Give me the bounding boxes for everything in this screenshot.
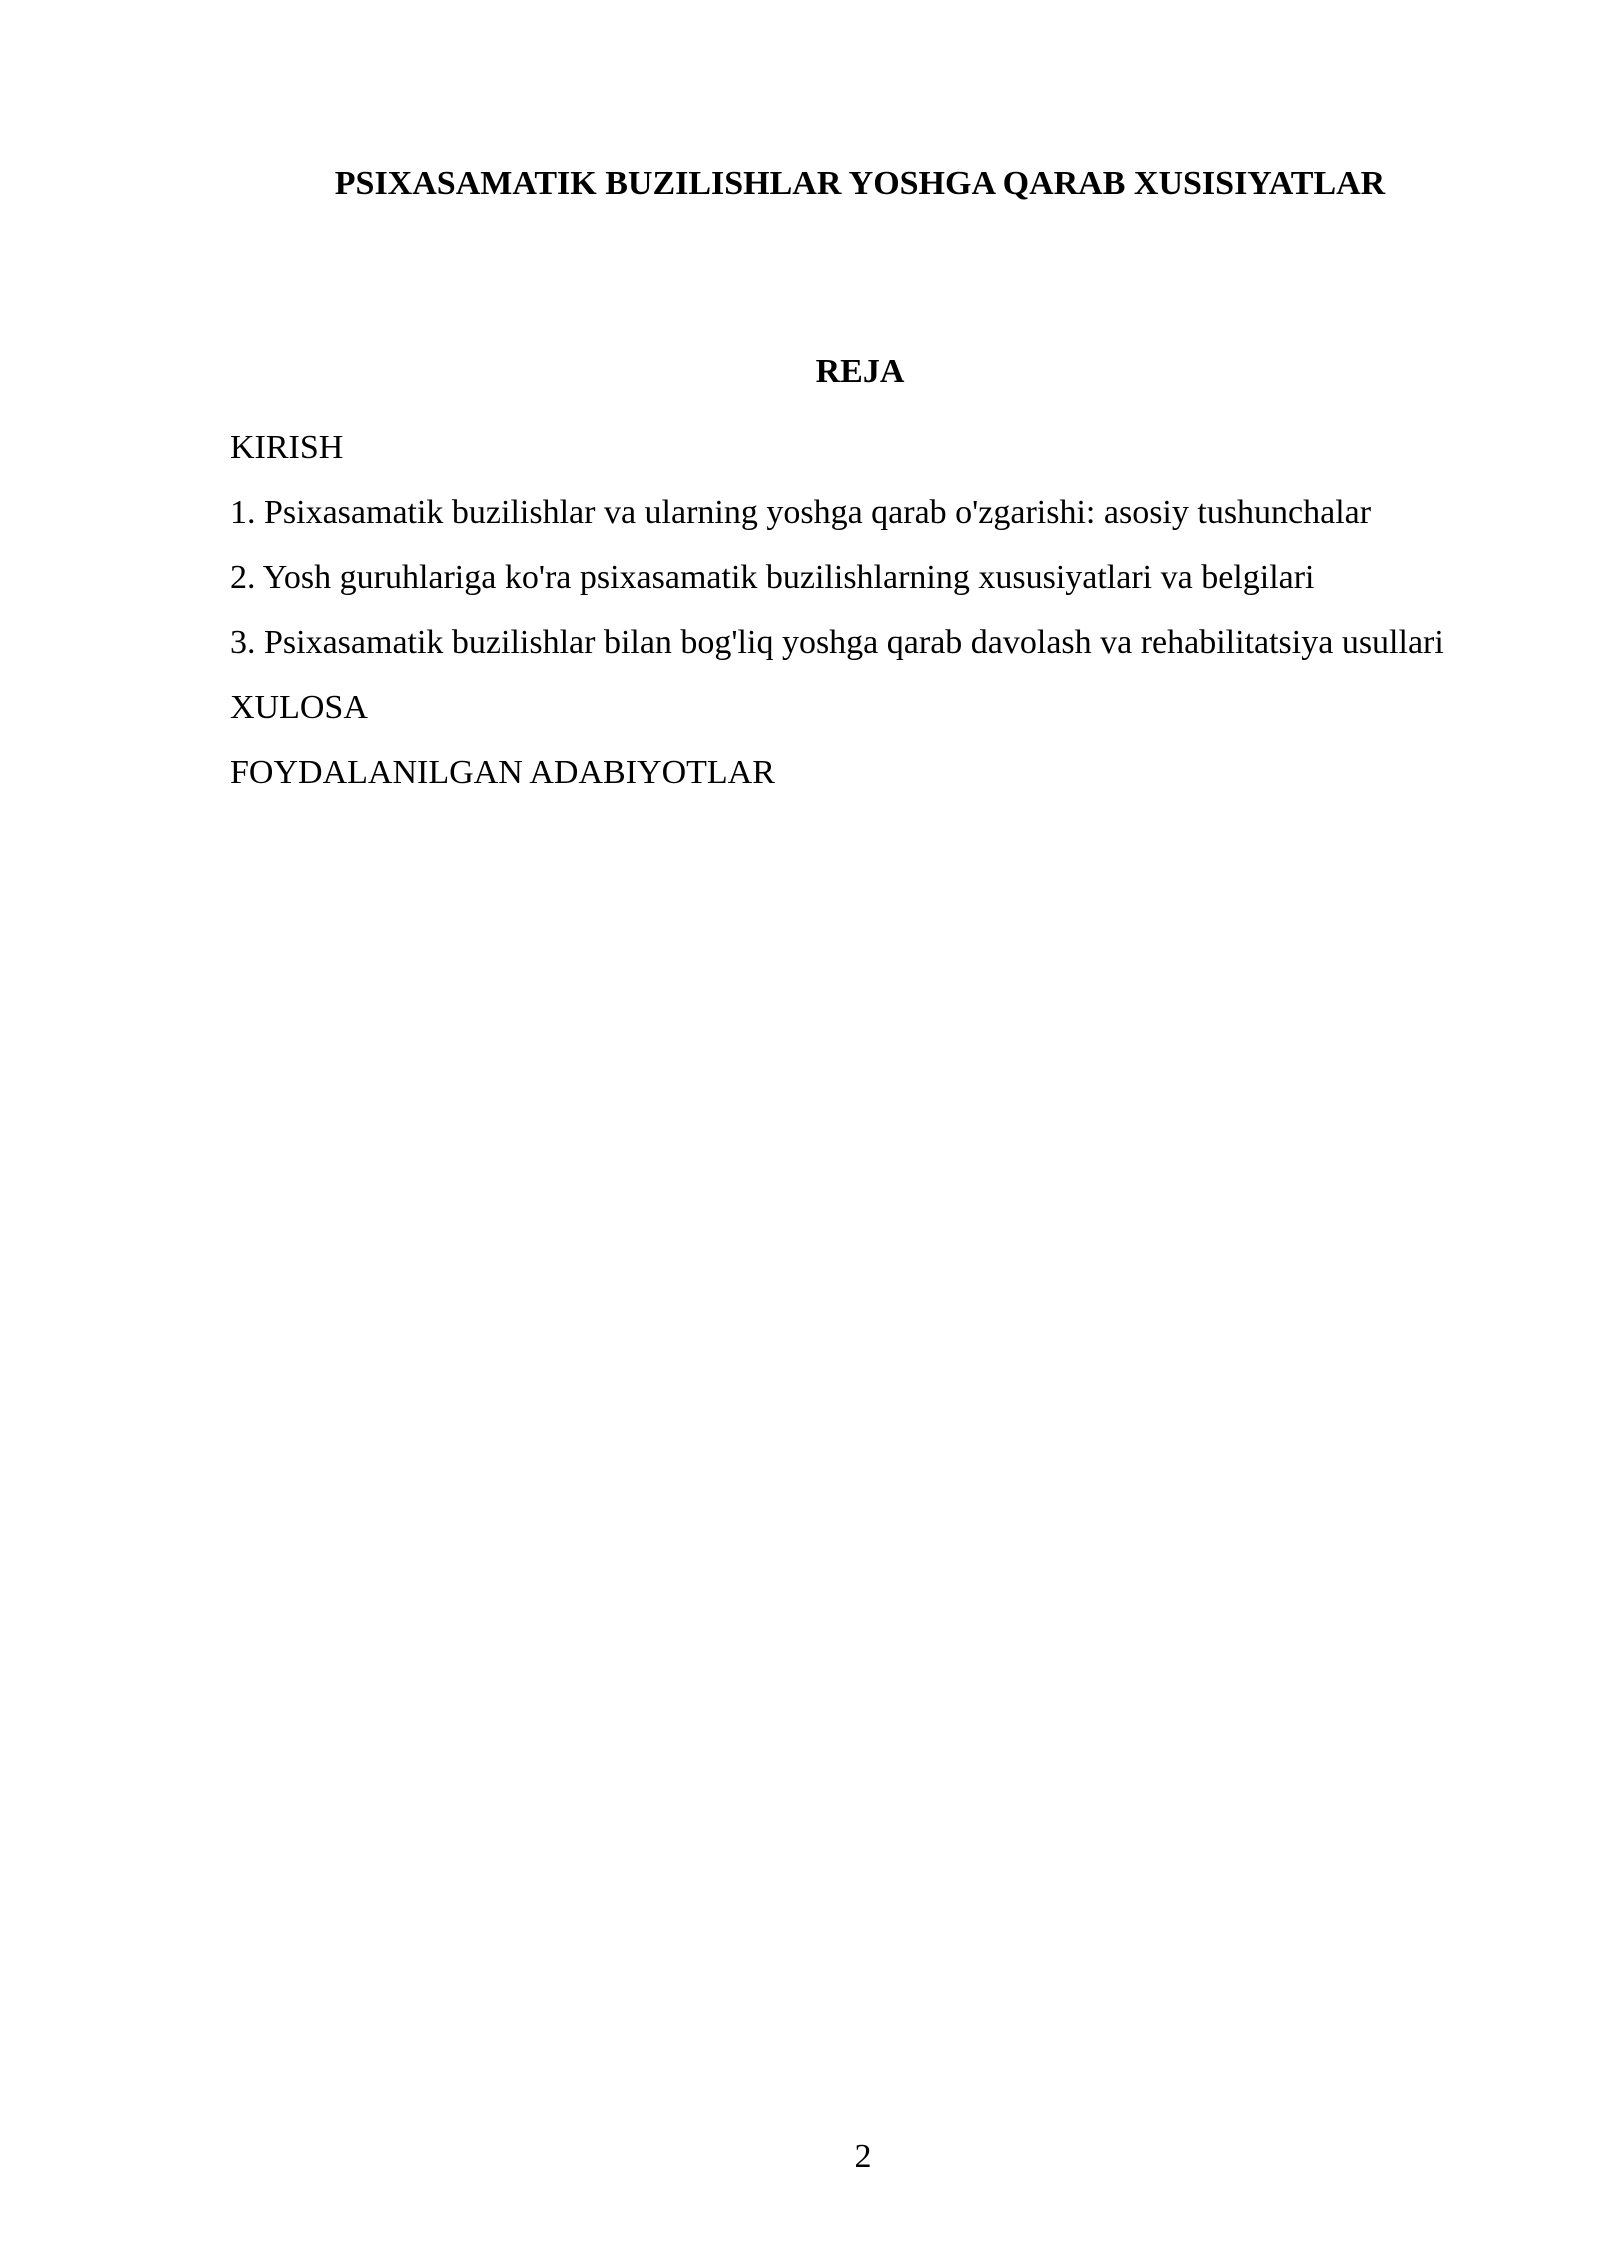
toc-item-chapter-1: 1. Psixasamatik buzilishlar va ularning yoshga qarab o'zgarishi: asosiy tushunchalar bbox=[230, 494, 1372, 531]
toc-item-references: FOYDALANILGAN ADABIYOTLAR bbox=[230, 754, 775, 791]
document-title: PSIXASAMATIK BUZILISHLAR YOSHGA QARAB XUSISIYATLAR bbox=[334, 165, 1386, 202]
toc-item-chapter-3: 3. Psixasamatik buzilishlar bilan bog'liq yoshga qarab davolash va rehabilitatsiya usullari bbox=[230, 624, 1444, 661]
plan-heading: REJA bbox=[815, 353, 905, 390]
toc-item-conclusion: XULOSA bbox=[230, 689, 368, 726]
table-of-contents bbox=[230, 420, 1470, 810]
toc-item-introduction: KIRISH bbox=[230, 429, 344, 466]
page-number: 2 bbox=[854, 2138, 872, 2175]
toc-item-chapter-2: 2. Yosh guruhlariga ko'ra psixasamatik buzilishlarning xususiyatlari va belgilari bbox=[230, 559, 1315, 596]
